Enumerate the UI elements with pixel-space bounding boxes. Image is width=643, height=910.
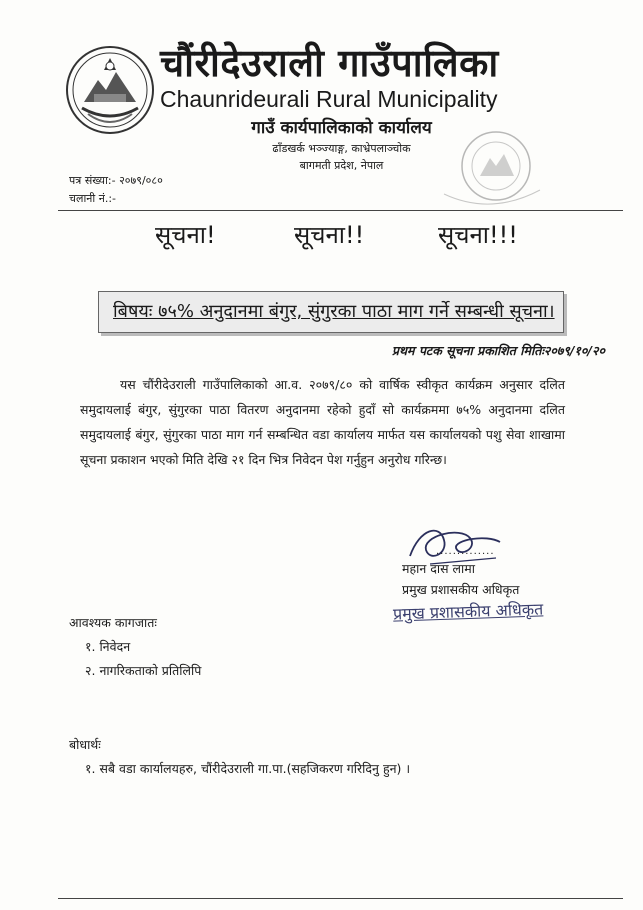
header-divider bbox=[58, 210, 623, 211]
address-line-1: ढाँडखर्क भञ्ज्याङ्ग, काभ्रेपलाञ्चोक bbox=[272, 142, 411, 155]
cc-item: १. सबै वडा कार्यालयहरु, चौंरीदेउराली गा.पा.(सहजिकरण गरिदिनु हुन) । bbox=[85, 761, 411, 776]
subject-box bbox=[98, 291, 564, 333]
notice-heading-1: सूचना! bbox=[155, 221, 216, 249]
address-line-2: बागमती प्रदेश, नेपाल bbox=[299, 159, 384, 172]
notice-heading-3: सूचना!!! bbox=[438, 221, 518, 249]
signatory-title: प्रमुख प्रशासकीय अधिकृत bbox=[402, 582, 520, 597]
bleed-through-area bbox=[330, 520, 333, 531]
municipality-title-nepali: चौंरीदेउराली गाउँपालिका bbox=[160, 41, 499, 85]
notice-heading-2: सूचना!! bbox=[294, 221, 365, 249]
office-name: गाउँ कार्यपालिकाको कार्यालय bbox=[251, 118, 432, 138]
office-seal-icon bbox=[436, 124, 546, 214]
cc-heading: बोधार्थः bbox=[69, 737, 101, 752]
signature-line: .............. bbox=[436, 546, 495, 557]
published-date: प्रथम पटक सूचना प्रकाशित मितिः२०७९/१०/२० bbox=[391, 343, 605, 358]
notice-body bbox=[80, 372, 565, 472]
letter-number: पत्र संख्या:- २०७९/०८० bbox=[69, 174, 163, 187]
required-documents-heading: आवश्यक कागजातः bbox=[69, 615, 157, 630]
required-document-item: २. नागरिकताको प्रतिलिपि bbox=[85, 663, 202, 678]
subject-text: बिषयः ७५% अनुदानमा बंगुर, सुंगुरका पाठा माग गर्ने सम्बन्धी सूचना। bbox=[113, 301, 555, 322]
notice-body-text: यस चौंरीदेउराली गाउँपालिकाको आ.व. २०७९/८० को वार्षिक स्वीकृत कार्यक्रम अनुसार दलित समुदायलाई बंगुर, सुंगुरका पाठा वितरण अनुदानमा रहेको हुदाँ सो कार्यक्रममा ७५% अनुदानमा दलित समुदायलाई बंगुर, सुंगुरका पाठा माग गर्न सम्बन्धित वडा कार्यालय मार्फत यस कार्यालयको पशु सेवा शाखामा सूचना प्रकाशन भएको मिति देखि २१ दिन भित्र निवेदन पेश गर्नुहुन अनुरोध गरिन्छ। bbox=[80, 377, 565, 467]
footer-divider bbox=[58, 898, 623, 899]
required-document-item: १. निवेदन bbox=[85, 639, 131, 654]
designation-stamp: प्रमुख प्रशासकीय अधिकृत bbox=[392, 599, 544, 624]
dispatch-number: चलानी नं.:- bbox=[69, 192, 117, 205]
signatory-name: महान दास लामा bbox=[402, 561, 475, 576]
municipality-title-english: Chaunrideurali Rural Municipality bbox=[160, 86, 498, 112]
